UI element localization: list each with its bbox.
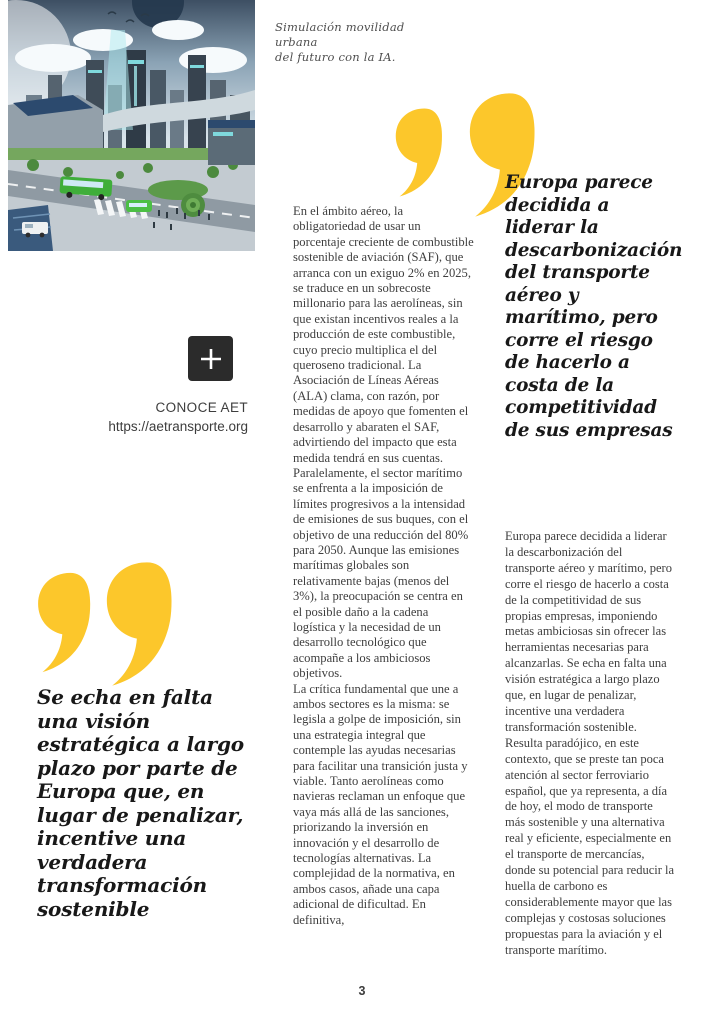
article-column-middle <box>293 204 474 928</box>
article-paragraph: Europa parece decidida a liderar la descarbonización del transporte aéreo y marítimo, pero corre el riesgo de hacerlo a costa de la competitividad de sus propias empresas, imponiendo metas ambiciosas sin ofrecer las herramientas necesarias para alcanzarlas. Se echa en falta una visión estratégica a largo plazo que, en lugar de penalizar, incentive una verdadera transformación sostenible. Resulta paradójico, en este contexto, que se preste tan poca atención al sector ferroviario español, que ya representa, a día de hoy, el modo de transporte más sostenible y una alternativa real y eficiente, especialmente en el transporte de mercancías, donde su potencial para reducir la huella de carbono es considerablemente mayor que las complejas y costosas soluciones propuestas para la aviación y el transporte marítimo. <box>505 529 675 957</box>
page-number: 3 <box>358 984 366 998</box>
plus-icon <box>198 346 224 372</box>
cta-url-link[interactable]: https://aetransporte.org <box>108 419 248 434</box>
pull-quote-left: Se echa en falta una visión estratégica a largo plazo por parte de Europa que, en lugar de penalizar, incentive una verdadera transformación sostenible <box>37 685 244 921</box>
article-paragraph: En el ámbito aéreo, la obligatoriedad de usar un porcentaje creciente de combustible sostenible de aviación (SAF), que arranca con un exiguo 2% en 2025, se traduce en un sobrecoste millonario para las aerolíneas, sin que existan incentivos reales a la producción de este combustible, cuyo precio multiplica el del queroseno tradicional. La Asociación de Líneas Aéreas (ALA) clama, con razón, por medidas de apoyo que fomenten el desarrollo y abaraten el SAF, advirtiendo del impacto que esta medida tendrá en sus cuentas. Paralelamente, el sector marítimo se enfrenta a la imposición de límites progresivos a la intensidad de emisiones de sus buques, con el objetivo de una reducción del 80% para 2050. Aunque las emisiones marítimas globales son relativamente bajas (menos del 3%), la preocupación se centra en el posible daño a la cadena logística y la necesidad de un desarrollo tecnológico que acompañe a los ambiciosos objetivos. <box>293 204 474 681</box>
quote-mark-icon <box>103 562 180 686</box>
cta-title: CONOCE AET <box>155 400 248 415</box>
futuristic-city-illustration <box>8 0 255 251</box>
hero-image <box>8 0 255 251</box>
article-paragraph: La crítica fundamental que une a ambos sectores es la misma: se legisla a golpe de imposición, sin una estrategia integral que contemple las ayudas necesarias para facilitar una transición justa y viable. Tanto aerolíneas como navieras reclaman un enfoque que vaya más allá de las sanciones, priorizando la inversión en innovación y el desarrollo de tecnologías alternativas. La complejidad de la normativa, en ambos casos, añade una capa adicional de dificultad. En definitiva, <box>293 681 468 927</box>
add-button[interactable] <box>188 336 233 381</box>
quote-mark-icon <box>35 566 97 679</box>
cta-block <box>100 398 248 436</box>
article-column-right <box>505 529 675 958</box>
image-caption-line1: Simulación movilidad urbana <box>275 20 405 49</box>
image-caption-line2: del futuro con la IA. <box>275 50 396 64</box>
green-shuttle <box>126 200 152 212</box>
quote-mark-icon <box>393 89 448 216</box>
pull-quote-right: Europa parece decidida a liderar la descarbonización del transporte aéreo y marítimo, pero corre el riesgo de hacerlo a costa de la competitividad de sus empresas <box>505 172 683 441</box>
image-caption <box>275 20 445 65</box>
